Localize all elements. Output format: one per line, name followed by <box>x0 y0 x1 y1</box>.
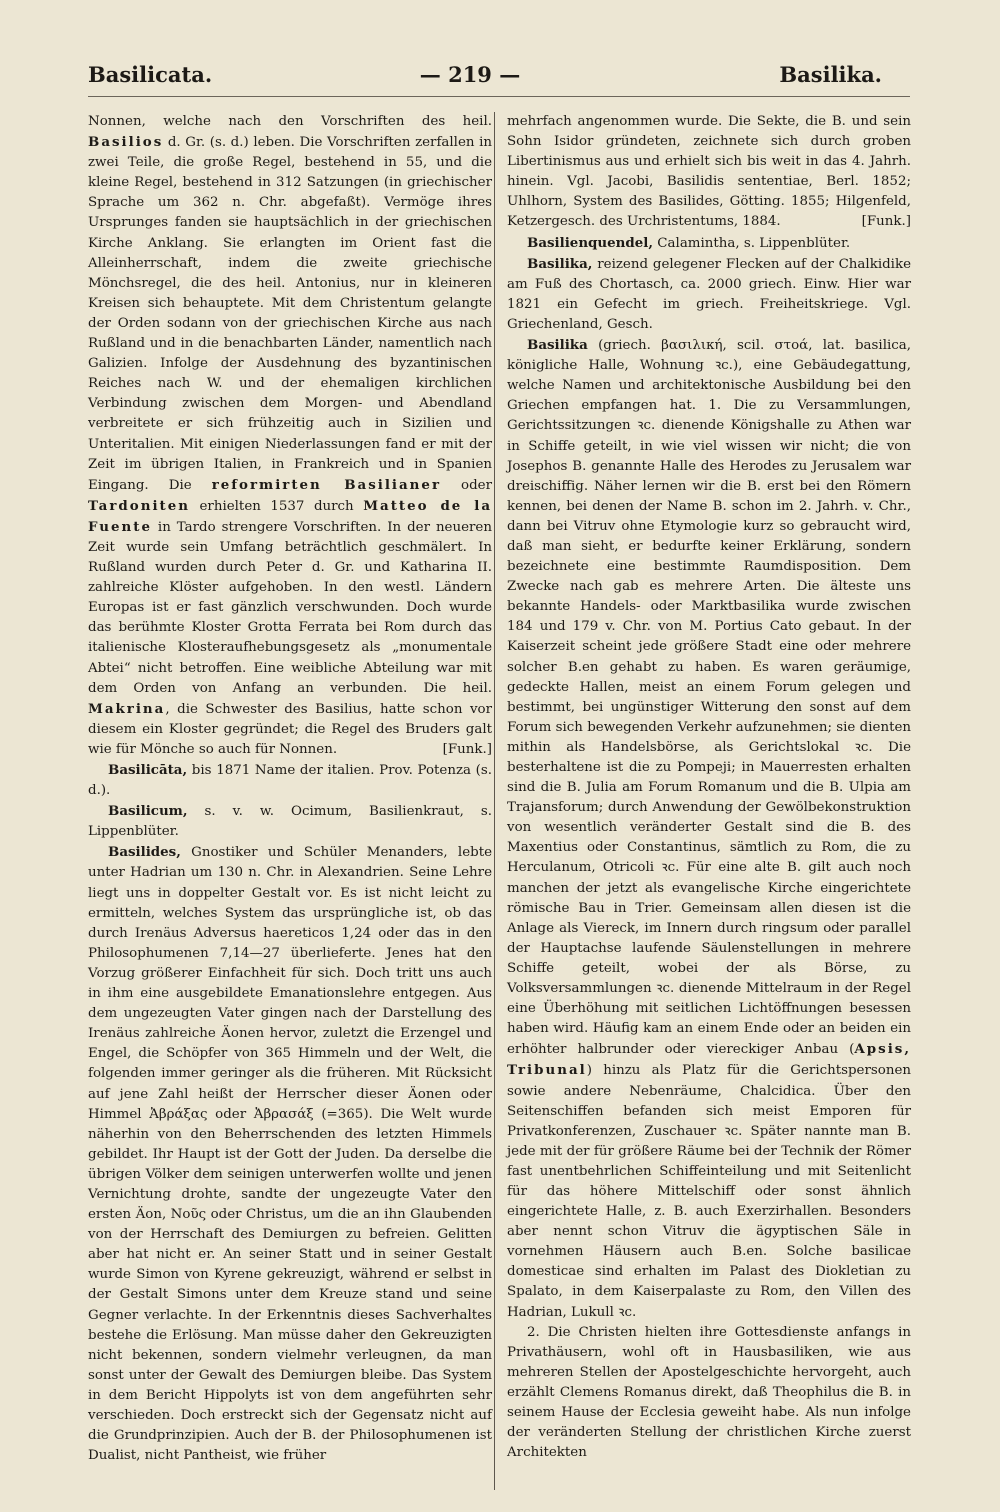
entry-text: bis 1871 Name der italien. Prov. Potenza (s. d.). <box>88 763 492 799</box>
entry-basilienquendel <box>507 233 911 254</box>
left-column <box>88 112 492 1466</box>
entry-basilicum <box>88 801 492 842</box>
entry-basilianer-continuation <box>88 112 492 760</box>
entry-headword: Basilicum, <box>108 803 188 820</box>
text-run: in Tardo strengere Vorschriften. In der neueren Zeit wurde sein Umfang beträchtlich geschmälert. In Rußland wurden durch Peter d. Gr. und Katharina II. zahlreiche Klöster aufgehoben. In den westl. Ländern Europas ist er fast gänzlich verschwunden. Doch wurde das berühmte Kloster Grotta Ferrata bei Rom durch das italienische Klosteraufhebungsgesetz als „monumentale Abtei“ nicht betroffen. Eine weibliche Abteilung war mit dem Orden von Anfang an verbunden. Die heil. <box>88 519 492 696</box>
entry-text: (griech. βασιλική, scil. στοά, lat. basilica, königliche Halle, Wohnung ꝛc.), eine Gebäudegattung, welche Namen und architektonische Ausbildung bei den Griechen empfangen hat. 1. Die zu Versammlungen, Gerichtssitzungen ꝛc. dienende Königshalle zu Athen war in Schiffe geteilt, in wie viel wissen wir nicht; die von Josephos B. genannte Halle des Herodes zu Jerusalem war dreischiffig. Näher lernen wir die B. erst bei den Römern kennen, bei denen der Name B. schon im 2. Jahrh. v. Chr., dann bei Vitruv ohne Etymologie kurz so gebraucht wird, daß man sieht, er bedurfte keiner Erklärung, sondern bezeichnete eine bestimmte Raumdisposition. Dem Zwecke nach gab es mehrere Arten. Die älteste uns bekannte Handels- oder Marktbasilika wurde zwischen 184 und 179 v. Chr. von M. Portius Cato gebaut. In der Kaiserzeit scheint jede größere Stadt eine oder mehrere solcher B.en gehabt zu haben. Es waren geräumige, gedeckte Hallen, meist an einem Forum gelegen und bestimmt, bei ungünstiger Witterung den sonst auf dem Forum sich bewegenden Verkehr aufzunehmen; sie dienten mithin als Handelsbörse, als Gerichtslokal ꝛc. Die besterhaltene ist die zu Pompeji; in Mauerresten erhalten sind die B. Julia am Forum Romanum und die B. Ulpia am Trajansforum; durch Anwendung der Gewölbekonstruktion von wesentlich veränderter Gestalt sind die B. des Maxentius oder Constantinus, sämtlich zu Rom, die zu Herculanum, Otricoli ꝛc. Für eine alte B. gilt auch noch manchen der jetzt als evangelische Kirche eingerichtete römische Bau in Trier. Gemeinsam allen diesen ist die Anlage als Viereck, im Innern durch ringsum oder parallel der Hauptachse laufende Säulenstellungen in mehrere Schiffe geteilt, wobei der als Börse, zu Volksversammlungen ꝛc. dienende Mittelraum in der Regel eine Überhöhung mit seitlichen Lichtöffnungen besessen haben wird. Häufig kam an einem Ende oder an beiden ein erhöhter halbrunder oder viereckiger Anbau ( <box>507 338 911 1058</box>
header-rule <box>88 96 910 97</box>
spaced-name: Apsis, Tribunal <box>507 1041 911 1079</box>
entry-text: s. v. w. Ocimum, Basilienkraut, s. Lippenblüter. <box>88 804 492 840</box>
text-run: d. Gr. (s. d.) leben. Die Vorschriften zerfallen in zwei Teile, die große Regel, bestehend in 55, und die kleine Regel, bestehend in 312 Satzungen (in griechischer Sprache um 362 n. Chr. abgefaßt). Vermöge ihres Ursprunges fanden sie hauptsächlich in der griechischen Kirche Anklang. Sie erlangten im Orient fast die Alleinherrschaft, indem die zweite griechische Mönchsregel, die des heil. Antonius, nur in kleineren Kreisen sich behauptete. Mit dem Christentum gelangte der Orden sodann von der griechischen Kirche aus nach Rußland und in die benachbarten Länder, namentlich nach Galizien. Infolge der Ausdehnung des byzantinischen Reiches nach W. und der ehemaligen kirchlichen Verbindung zwischen dem Morgen- und Abendland verbreitete er sich frühzeitig auch in Sizilien und Unteritalien. Mit einigen Niederlassungen fand er mit der Zeit im übrigen Italien, in Frankreich und in Spanien Eingang. Die <box>88 135 492 493</box>
entry-basilika-section-2 <box>507 1323 911 1464</box>
entry-headword: Basilika <box>527 337 588 354</box>
entry-text: Gnostiker und Schüler Menanders, lebte unter Hadrian um 130 n. Chr. in Alexandrien. Seine Lehre liegt uns in doppelter Gestalt vor. Es ist nicht leicht zu ermitteln, welches System das ursprüngliche ist, ob das durch Irenäus Adversus haereticos 1,24 oder das in den Philosophumenen 7,14—27 überlieferte. Jenes hat den Vorzug größerer Einfachheit für sich. Doch tritt uns auch in ihm eine ausgebildete Emanationslehre entgegen. Aus dem ungezeugten Vater gingen nach der Darstellung des Irenäus zahlreiche Äonen hervor, zuletzt die Erzengel und Engel, die Schöpfer von 365 Himmeln und der Welt, die folgenden immer geringer als die früheren. Mit Rücksicht auf jene Zahl heißt der Herrscher dieser Äonen oder Himmel Ἀβράξας oder Ἀβρασάξ (=365). Die Welt wurde näherhin von den Beherrschenden des letzten Himmels gebildet. Ihr Haupt ist der Gott der Juden. Da derselbe die übrigen Völker dem seinigen unterwerfen wollte und jenen Vernichtung drohte, sandte der ungezeugte Vater den ersten Äon, Νοῦς oder Christus, um die an ihn Glaubenden von der Herrschaft des Demiurgen zu befreien. Gelitten aber hat nicht er. An seiner Statt und in seiner Gestalt wurde Simon von Kyrene gekreuzigt, während er selbst in der Gestalt Simons unter dem Kreuze stand und seine Gegner verlachte. In der Erkenntnis dieses Sachverhaltes bestehe die Erlösung. Man müsse daher den Gekreuzigten nicht bekennen, sondern vielmehr verleugnen, da man sonst unter der Gewalt des Demiurgen bleibe. Das System in dem Bericht Hippolyts ist von dem angeführten sehr verschieden. Doch erstreckt sich der Gegensatz nicht auf die Grundprinzipien. Auch der B. der Philosophumenen ist Dualist, nicht Pantheist, wie früher <box>88 845 492 1464</box>
text-run: erhielten 1537 durch <box>189 498 364 514</box>
text-run: Nonnen, welche nach den Vorschriften des heil. <box>88 114 492 129</box>
spaced-name: Matteo de la Fuente <box>88 497 492 535</box>
entry-basilides-continuation <box>507 112 911 233</box>
entry-headword: Basilicāta, <box>108 762 188 778</box>
column-divider <box>494 112 495 1490</box>
spaced-name: reformirten Basilianer <box>211 476 441 493</box>
entry-text: Calamintha, s. Lippenblüter. <box>653 235 851 251</box>
header-left-catchword: Basilicata. <box>88 62 213 87</box>
entry-basilika-building <box>507 335 911 1323</box>
right-column <box>507 112 911 1463</box>
spaced-name: Makrina <box>88 700 166 717</box>
entry-text: ) hinzu als Platz für die Gerichtspersonen sowie andere Nebenräume, Chalcidica. Über den Seitenschiffen befanden sich meist Emporen für Privatkonferenzen, Zuschauer ꝛc. Später nannte man B. jede mit der für größere Räume bei der Technik der Römer fast unentbehrlichen Schiffeinteilung und mit Seitenlicht für das höhere Mittelschiff oder sonst ähnlich eingerichtete Halle, z. B. auch Exerzirhallen. Besonders aber nennt schon Vitruv die ägyptischen Säle in vornehmen Häusern auch B.en. Solche basilicae domesticae sind erhalten im Palast des Diokletian zu Spalato, in dem Kaiserpalaste zu Rom, den Villen des Hadrian, Lukull ꝛc. <box>507 1063 911 1320</box>
header-right-catchword: Basilika. <box>779 62 882 87</box>
entry-basilides <box>88 842 492 1466</box>
text-run: oder <box>441 477 492 493</box>
running-header <box>0 62 1000 96</box>
text-run: 2. Die Christen hielten ihre Gottesdienste anfangs in Privathäusern, wohl oft in Hausbasiliken, wie aus mehreren Stellen der Apostelgeschichte hervorgeht, auch erzählt Clemens Romanus direkt, daß Theophilus die B. in seinem Hause der Ecclesia geweiht habe. Als nun infolge der veränderten Stellung der christlichen Kirche zuerst Architekten <box>507 1324 911 1461</box>
entry-text: reizend gelegener Flecken auf der Chalkidike am Fuß des Chortasch, ca. 2000 griech. Einw. Hier war 1821 ein Gefecht im griech. Freiheitskriege. Vgl. Griechenland, Gesch. <box>507 256 911 332</box>
spaced-name: Tardoniten <box>88 497 190 514</box>
entry-headword: Basilika, <box>527 255 593 272</box>
entry-headword: Basilides, <box>108 844 181 861</box>
author-signature: [Funk.] <box>861 214 911 230</box>
entry-basilicata <box>88 760 492 801</box>
entry-headword: Basilienquendel, <box>527 234 654 251</box>
text-run: , die Schwester des Basilius, hatte schon vor diesem ein Kloster gegründet; die Regel des Bruders galt wie für Mönche so auch für Nonnen. <box>88 701 492 757</box>
spaced-name: Basilios <box>88 134 164 151</box>
page-number: — 219 — <box>419 62 521 87</box>
author-signature: [Funk.] <box>442 741 492 757</box>
entry-basilika-place <box>507 254 911 335</box>
text-run: mehrfach angenommen wurde. Die Sekte, die B. und sein Sohn Isidor gründeten, zeichnete sich durch groben Libertinismus aus und erhielt sich bis weit in das 4. Jahrh. hinein. Vgl. Jacobi, Basilidis sententiae, Berl. 1852; Uhlhorn, System des Basilides, Götting. 1855; Hilgenfeld, Ketzergesch. des Urchristentums, 1884. <box>507 114 911 230</box>
